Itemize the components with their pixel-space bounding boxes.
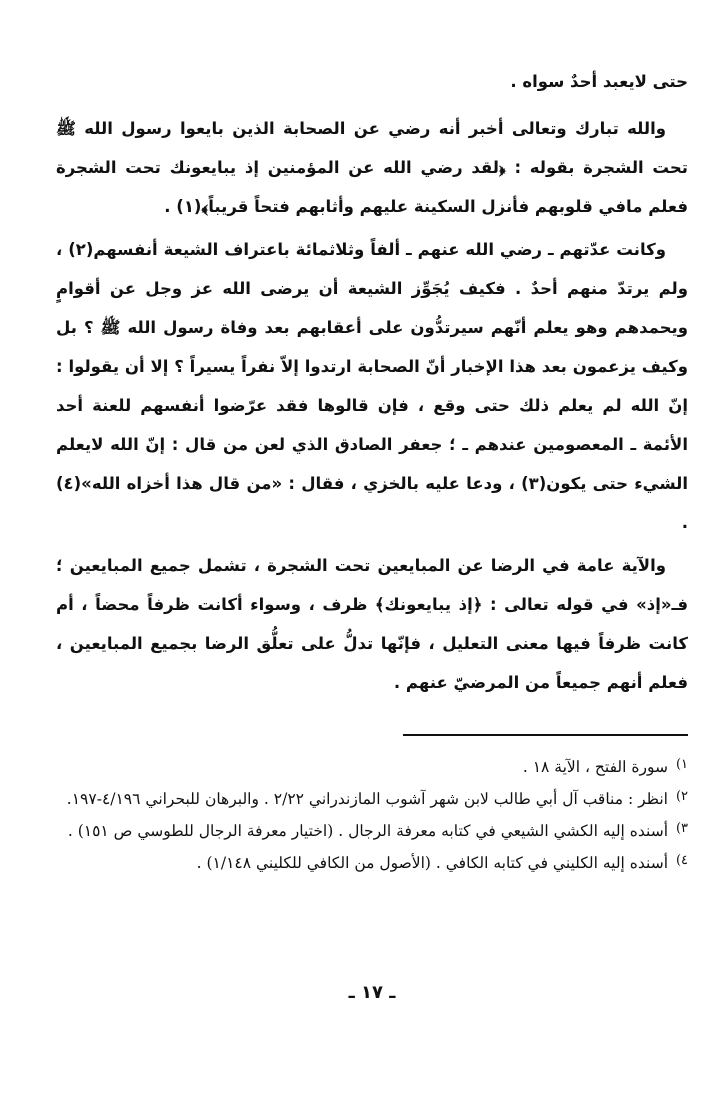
footnote-4 bbox=[56, 848, 688, 878]
paragraph-1: حتى لايعبد أحدٌ سواه . bbox=[510, 72, 688, 91]
footnotes bbox=[56, 752, 688, 880]
footnote-number: ٤) bbox=[675, 853, 688, 868]
footnote-3 bbox=[56, 816, 688, 846]
footnote-number: ١) bbox=[675, 757, 688, 772]
footnote-2 bbox=[56, 784, 688, 814]
main-text bbox=[56, 62, 688, 702]
footnote-number: ٢) bbox=[675, 789, 688, 804]
book-page bbox=[56, 62, 688, 1062]
paragraph-3: وكانت عدّتهم ـ رضي الله عنهم ـ ألفاً وثلاثمائة باعتراف الشيعة أنفسهم(٢) ، ولم يرتدّ منهم أحدٌ . فكيف يُجَوِّز الشيعة أن يرضى الله عز وجل عن أقوامٍ ويحمدهم وهو يعلم أنّهم سيرتدُّون على أعقابهم بعد وفاة رسول الله ﷺ ؟ بل وكيف يزعمون بعد هذا الإخبار أنّ الصحابة ارتدوا إلاّ نفراً يسيراً ؟ إلا أن يقولوا : إنّ الله لم يعلم ذلك حتى وقع ، فإن قالوها فقد عرّضوا أنفسهم للعنة أحد الأئمة ـ المعصومين عندهم ـ ؛ جعفر الصادق الذي لعن من قال : إنّ الله لايعلم الشيء حتى يكون(٣) ، ودعا عليه بالخزي ، فقال : «من قال هذا أخزاه الله»(٤) . bbox=[56, 240, 688, 532]
paragraph-4: والآية عامة في الرضا عن المبايعين تحت الشجرة ، تشمل جميع المبايعين ؛ فـ«إذ» في قوله تعالى : ﴿إذ يبايعونك﴾ ظرف ، وسواء أكانت ظرفاً محضاً ، أم كانت ظرفاً فيها معنى التعليل ، فإنّها تدلُّ على تعلُّق الرضا بجميع المبايعين ، فعلم أنهم جميعاً من المرضيّ عنهم . bbox=[56, 556, 688, 692]
page-number: ـ ١٧ ـ bbox=[348, 982, 396, 1003]
footnote-text: أسنده إليه الكشي الشيعي في كتابه معرفة الرجال . (اختيار معرفة الرجال للطوسي ص ١٥١) . bbox=[67, 822, 668, 840]
footnote-text: سورة الفتح ، الآية ١٨ . bbox=[522, 758, 668, 776]
footnote-text: انظر : مناقب آل أبي طالب لابن شهر آشوب المازندراني ٢/٢٢ . والبرهان للبحراني ٤/١٩٦-١٩٧. bbox=[66, 790, 668, 808]
footnote-1 bbox=[56, 752, 688, 782]
footnote-text: أسنده إليه الكليني في كتابه الكافي . (الأصول من الكافي للكليني ١/١٤٨) . bbox=[196, 854, 668, 872]
footnote-divider bbox=[403, 734, 688, 736]
footnote-number: ٣) bbox=[675, 821, 688, 836]
paragraph-2: والله تبارك وتعالى أخبر أنه رضي عن الصحابة الذين بايعوا رسول الله ﷺ تحت الشجرة بقوله : ﴿لقد رضي الله عن المؤمنين إذ يبايعونك تحت الشجرة فعلم مافي قلوبهم فأنزل السكينة عليهم وأثابهم فتحاً قريباً﴾(١) . bbox=[56, 119, 688, 216]
